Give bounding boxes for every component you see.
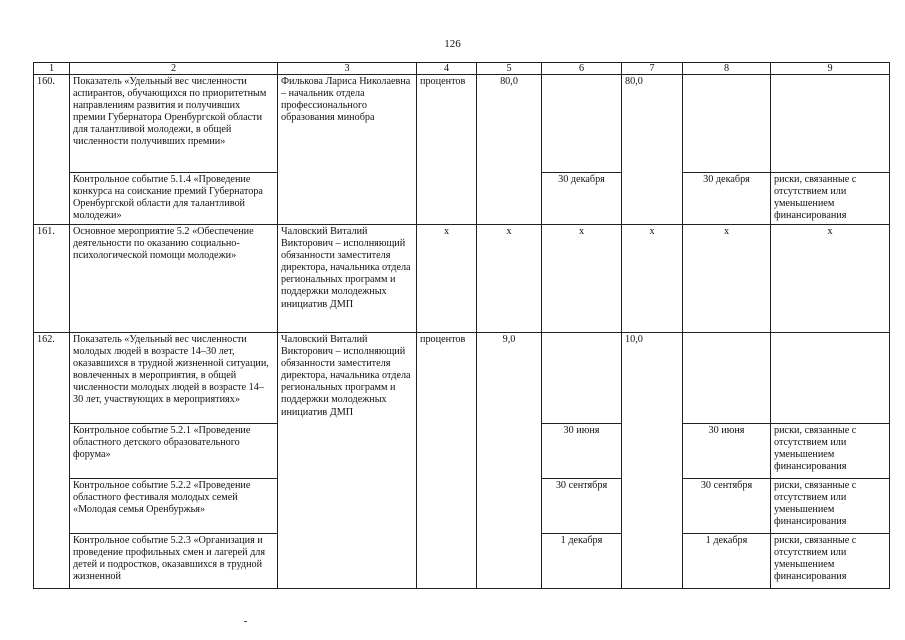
event-date-col8: 30 сентября [683, 479, 771, 534]
header-cell: 4 [417, 63, 477, 75]
event-date-col8: 30 декабря [683, 173, 771, 225]
event-date-col8: 1 декабря [683, 534, 771, 589]
main-activity-text: Основное мероприятие 5.2 «Обеспечение деятельности по оказанию социально-психологической помощи молодежи» [70, 225, 278, 333]
risk-text: риски, связанные с отсутствием или уменьшением финансирования [771, 424, 890, 479]
row-number: 162. [34, 333, 70, 589]
header-cell: 8 [683, 63, 771, 75]
value-col5: 80,0 [477, 75, 542, 225]
empty-cell [683, 75, 771, 173]
indicator-text: Показатель «Удельный вес численности молодых людей в возрасте 14–30 лет, оказавшихся в трудной жизненной ситуации, вовлеченных в мероприятия, в общей численности молодых людей в возрасте 14–30 лет, участвующих в мероприятиях» [70, 333, 278, 424]
table-row [34, 75, 890, 173]
risk-text: риски, связанные с отсутствием или уменьшением финансирования [771, 173, 890, 225]
header-row [34, 63, 890, 75]
header-cell: 2 [70, 63, 278, 75]
unit-cell: процентов [417, 75, 477, 225]
row-number: 160. [34, 75, 70, 225]
row-number: 161. [34, 225, 70, 333]
event-date-col6: 30 декабря [542, 173, 622, 225]
control-event-text: Контрольное событие 5.2.3 «Организация и проведение профильных смен и лагерей для детей и подростков, оказавшихся в трудной жизненной [70, 534, 278, 589]
control-event-text: Контрольное событие 5.2.2 «Проведение областного фестиваля молодых семей «Молодая семья Оренбуржья» [70, 479, 278, 534]
control-event-text: Контрольное событие 5.2.1 «Проведение областного детского образовательного форума» [70, 424, 278, 479]
x-mark: x [683, 225, 771, 333]
x-mark: x [542, 225, 622, 333]
control-event-text: Контрольное событие 5.1.4 «Проведение конкурса на соискание премий Губернатора Оренбургской области для талантливой молодежи» [70, 173, 278, 225]
responsible-person: Чаловский Виталий Викторович – исполняющий обязанности заместителя директора, начальника отдела региональных программ и поддержки молодежных инициатив ДМП [278, 333, 417, 589]
empty-cell [542, 75, 622, 173]
value-col5: 9,0 [477, 333, 542, 589]
header-cell: 9 [771, 63, 890, 75]
event-date-col6: 30 сентября [542, 479, 622, 534]
empty-cell [771, 333, 890, 424]
empty-cell [771, 75, 890, 173]
x-mark: x [417, 225, 477, 333]
header-cell: 5 [477, 63, 542, 75]
x-mark: x [477, 225, 542, 333]
event-date-col8: 30 июня [683, 424, 771, 479]
header-cell: 7 [622, 63, 683, 75]
empty-cell [542, 333, 622, 424]
risk-text: риски, связанные с отсутствием или уменьшением финансирования [771, 479, 890, 534]
responsible-person: Чаловский Виталий Викторович – исполняющий обязанности заместителя директора, начальника отдела региональных программ и поддержки молодежных инициатив ДМП [278, 225, 417, 333]
responsible-person: Филькова Лариса Николаевна – начальник отдела профессионального образования минобра [278, 75, 417, 225]
scan-speck [244, 621, 247, 622]
x-mark: x [622, 225, 683, 333]
unit-cell: процентов [417, 333, 477, 589]
table-row [34, 225, 890, 333]
event-date-col6: 30 июня [542, 424, 622, 479]
header-cell: 3 [278, 63, 417, 75]
value-col7: 10,0 [622, 333, 683, 589]
indicator-text: Показатель «Удельный вес численности аспирантов, обучающихся по приоритетным направлениям развития и получивших премии Губернатора Оренбургской области для талантливой молодежи, в общей численности получивших премии» [70, 75, 278, 173]
event-date-col6: 1 декабря [542, 534, 622, 589]
page-number: 126 [444, 38, 461, 50]
x-mark: x [771, 225, 890, 333]
header-cell: 6 [542, 63, 622, 75]
plan-table [33, 62, 890, 589]
empty-cell [683, 333, 771, 424]
table-row [34, 333, 890, 424]
risk-text: риски, связанные с отсутствием или уменьшением финансирования [771, 534, 890, 589]
value-col7: 80,0 [622, 75, 683, 225]
header-cell: 1 [34, 63, 70, 75]
